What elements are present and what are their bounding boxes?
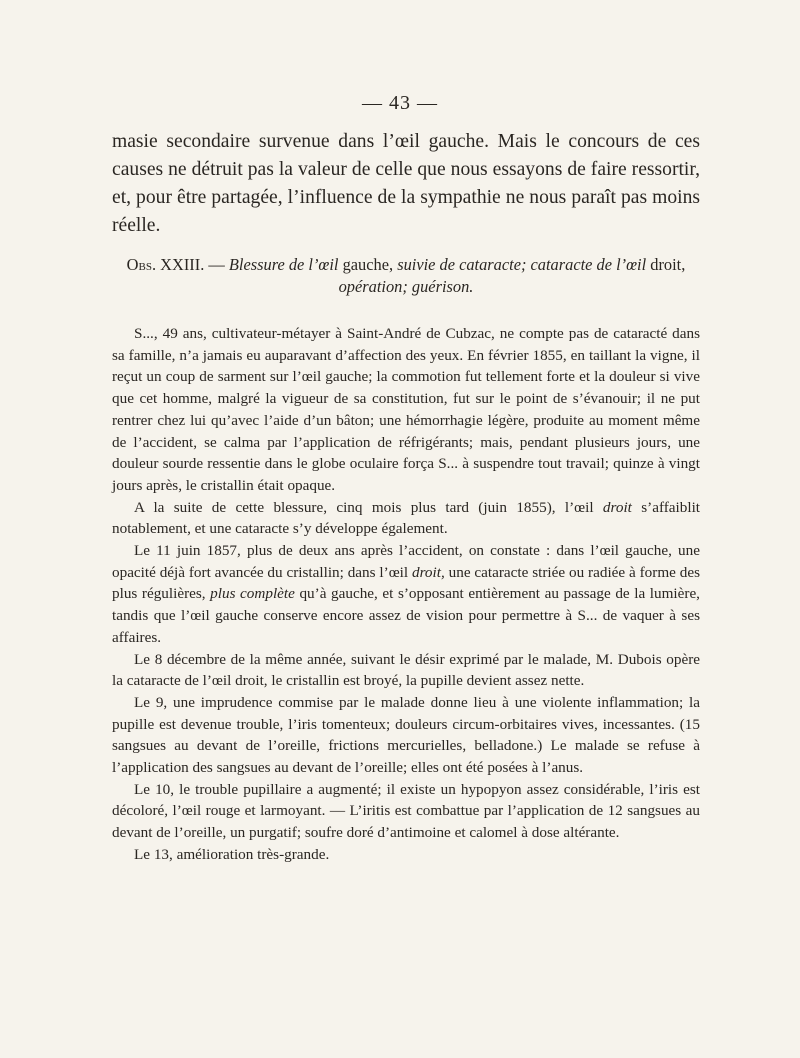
observation-title-part1: Blessure de l’œil [228, 255, 339, 274]
observation-title-line2: opération; guérison. [338, 277, 474, 296]
observation-heading-line1 [112, 254, 700, 276]
case-paragraph [112, 540, 700, 649]
case-paragraph: Le 10, le trouble pupillaire a augmenté; il existe un hypopyon assez considérable, l’iris est décoloré, l’œil rouge et larmoyant. — L’iritis est combattue par l’application de 12 sangsues au devant de l’oreille, un purgatif; soufre doré d’antimoine et calomel à dose altérante. [112, 780, 700, 842]
observation-dash: — [204, 255, 229, 274]
case-paragraph: Le 13, amélioration très-grande. [134, 845, 330, 863]
case-text: Le 11 juin 1857, plus de deux ans après l’accident, on constate : dans l’œil gauche, une opacité déjà fort avancée du cristallin; dans l’œil [112, 542, 700, 581]
case-paragraph: Le 9, une imprudence commise par le malade donne lieu à une violente inflammation; la pupille est devenue trouble, l’iris tomenteux; douleurs circum-orbitaires vives, incessantes. (15 sangsues au devant de l’oreille, frictions mercurielles, belladone.) Le malade se refuse à l’application des sangsues au devant de l’oreille; elles ont été posées à l’anus. [112, 693, 700, 777]
case-report-body [112, 323, 700, 866]
case-text: A la suite de cette blessure, cinq mois plus tard (juin 1855), l’œil [134, 498, 603, 516]
case-paragraph: Le 8 décembre de la même année, suivant le désir exprimé par le malade, M. Dubois opère la cataracte de l’œil droit, le cristallin est broyé, la pupille devient assez nette. [112, 650, 700, 690]
observation-title-part2: gauche, [338, 255, 398, 274]
case-text: s’affaiblit notablement, et une cataracte s’y développe également. [112, 498, 701, 538]
case-emphasis: plus complète [210, 585, 295, 603]
observation-label: Obs. XXIII. [126, 255, 205, 274]
case-paragraph: S..., 49 ans, cultivateur-métayer à Saint-André de Cubzac, ne compte pas de cataracté dans sa famille, n’a jamais eu auparavant d’affection des yeux. En février 1855, en taillant la vigne, il reçut un coup de sarment sur l’œil gauche; la commotion fut tellement forte et la douleur si vive que cet homme, malgré la vigueur de sa constitution, fut sur le point de s’évanouir; il ne put rentrer chez lui qu’avec l’aide d’un bâton; une hémorrhagie légère, produite au moment même de l’accident, se calma par l’application de réfrigérants; mais, pendant plusieurs jours, une douleur sourde ressentie dans le globe oculaire força S... à suspendre tout travail; quinze à vingt jours après, le cristallin était opaque. [112, 325, 700, 494]
case-emphasis: droit [602, 498, 632, 516]
case-text: une cataracte striée ou radiée à forme des plus régulières, [112, 563, 700, 603]
case-emphasis: droit, [411, 563, 445, 581]
intro-text: masie secondaire survenue dans l’œil gauche. Mais le concours de ces causes ne détruit pas la valeur de celle que nous essayons de faire ressortir, et, pour être partagée, l’influence de la sympathie ne nous paraît pas moins réelle. [112, 131, 700, 236]
observation-heading [112, 254, 700, 298]
intro-paragraph [112, 128, 700, 240]
observation-title-part3: suivie de cataracte; cataracte de l’œil [397, 255, 647, 274]
observation-title-part4: droit, [646, 255, 686, 274]
case-paragraph [112, 497, 700, 540]
case-text: qu’à gauche, et s’opposant entièrement au passage de la lumière, tandis que l’œil gauche conserve encore assez de vision pour permettre à S... de vaquer à ses affaires. [112, 585, 700, 646]
page-number: — 43 — [362, 92, 438, 114]
observation-heading-line2 [112, 276, 700, 298]
